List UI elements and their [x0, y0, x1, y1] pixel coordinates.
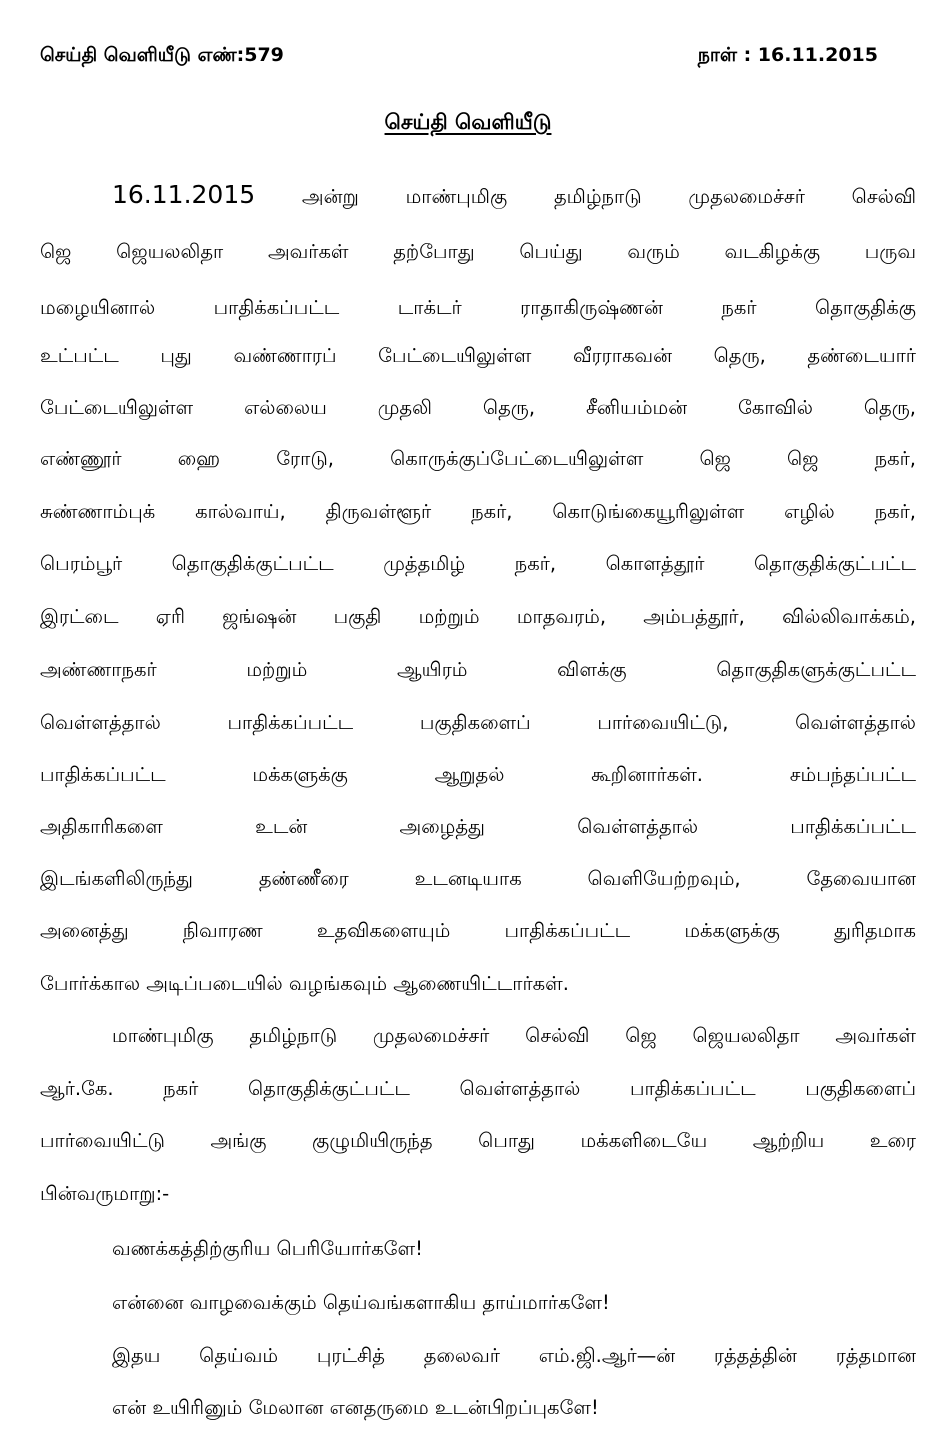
paragraph-line: அனைத்து நிவாரண உதவிகளையும் பாதிக்கப்பட்ட மக்களுக்கு துரிதமாக — [40, 919, 916, 942]
paragraph-line: பின்வருமாறு:- — [40, 1182, 170, 1205]
paragraph-line: பேட்டையிலுள்ள எல்லைய முதலி தெரு, சீனியம்மன் கோவில் தெரு, — [40, 396, 916, 419]
speech-line: இதய தெய்வம் புரட்சித் தலைவர் எம்.ஜி.ஆர்—ன் ரத்தத்தின் ரத்தமான — [112, 1344, 916, 1367]
paragraph-line: மழையினால் பாதிக்கப்பட்ட டாக்டர் ராதாகிருஷ்ணன் நகர் தொகுதிக்கு — [40, 296, 916, 319]
paragraph-line: பார்வையிட்டு அங்கு குழுமியிருந்த பொது மக்களிடையே ஆற்றிய உரை — [40, 1129, 916, 1152]
paragraph-line: இடங்களிலிருந்து தண்ணீரை உடனடியாக வெளியேற்றவும், தேவையான — [40, 867, 916, 890]
paragraph-line: ஆர்.கே. நகர் தொகுதிக்குட்பட்ட வெள்ளத்தால் பாதிக்கப்பட்ட பகுதிகளைப் — [40, 1077, 916, 1100]
speech-line: வணக்கத்திற்குரிய பெரியோர்களே! — [112, 1237, 423, 1260]
paragraph-line: போர்க்கால அடிப்படையில் வழங்கவும் ஆணையிட்டார்கள். — [40, 972, 569, 995]
release-number: செய்தி வெளியீடு எண்:579 — [40, 44, 284, 66]
paragraph-line: எண்ணூர் ஹை ரோடு, கொருக்குப்பேட்டையிலுள்ள ஜெ ஜெ நகர், — [40, 447, 916, 470]
paragraph-line: அதிகாரிகளை உடன் அழைத்து வெள்ளத்தால் பாதிக்கப்பட்ட — [40, 815, 916, 838]
paragraph-date: 16.11.2015 — [112, 180, 256, 209]
paragraph-text: அன்று மாண்புமிகு தமிழ்நாடு முதலமைச்சர் செல்வி — [301, 185, 916, 208]
paragraph-line: வெள்ளத்தால் பாதிக்கப்பட்ட பகுதிகளைப் பார்வையிட்டு, வெள்ளத்தால் — [40, 711, 916, 734]
document-header — [40, 44, 878, 74]
paragraph-line: பாதிக்கப்பட்ட மக்களுக்கு ஆறுதல் கூறினார்கள். சம்பந்தப்பட்ட — [40, 763, 916, 786]
paragraph-line: உட்பட்ட புது வண்ணாரப் பேட்டையிலுள்ள வீரராகவன் தெரு, தண்டையார் — [40, 344, 916, 367]
speech-line: என் உயிரினும் மேலான எனதருமை உடன்பிறப்புகளே! — [112, 1396, 599, 1419]
paragraph-line: பெரம்பூர் தொகுதிக்குட்பட்ட முத்தமிழ் நகர், கொளத்தூர் தொகுதிக்குட்பட்ட — [40, 552, 916, 575]
document-title — [0, 110, 936, 137]
paragraph-line: மாண்புமிகு தமிழ்நாடு முதலமைச்சர் செல்வி ஜெ ஜெயலலிதா அவர்கள் — [112, 1024, 916, 1047]
paragraph-line: இரட்டை ஏரி ஜங்ஷன் பகுதி மற்றும் மாதவரம், அம்பத்தூர், வில்லிவாக்கம், — [40, 605, 916, 628]
title-text: செய்தி வெளியீடு — [384, 110, 552, 134]
paragraph-line: ஜெ ஜெயலலிதா அவர்கள் தற்போது பெய்து வரும் வடகிழக்கு பருவ — [40, 240, 916, 263]
speech-line: என்னை வாழவைக்கும் தெய்வங்களாகிய தாய்மார்களே! — [112, 1291, 610, 1314]
paragraph-line — [112, 168, 916, 222]
paragraph-line: சுண்ணாம்புக் கால்வாய், திருவள்ளூர் நகர், கொடுங்கையூரிலுள்ள எழில் நகர், — [40, 500, 916, 523]
release-date: நாள் : 16.11.2015 — [697, 44, 878, 66]
paragraph-line: அண்ணாநகர் மற்றும் ஆயிரம் விளக்கு தொகுதிகளுக்குட்பட்ட — [40, 658, 916, 681]
